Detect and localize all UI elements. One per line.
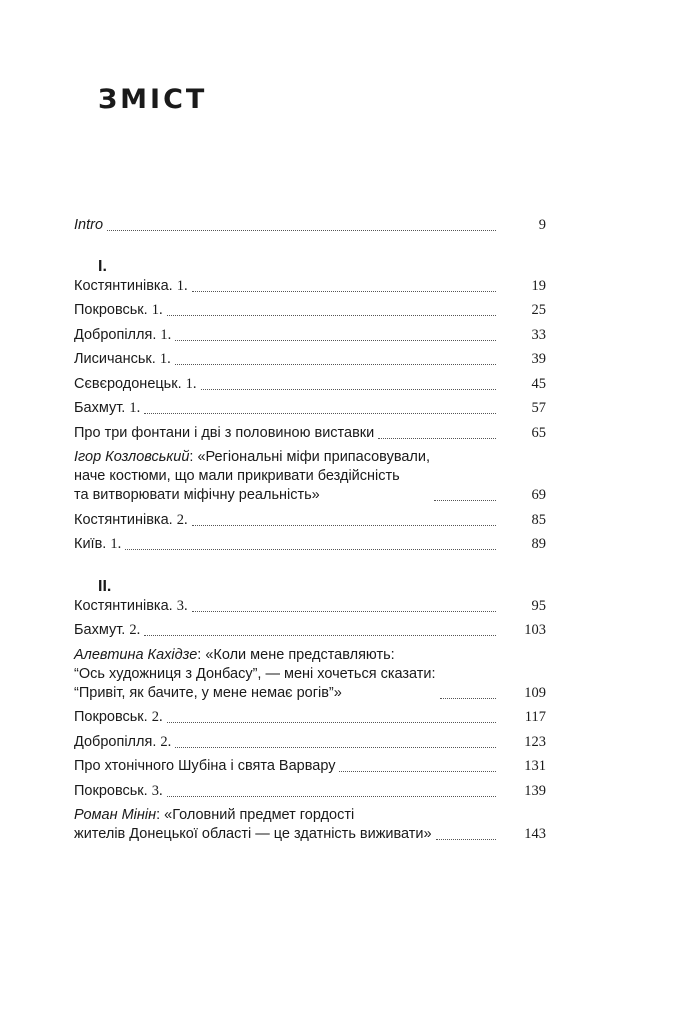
- page-number: 9: [538, 217, 546, 233]
- toc-entry-label: Добропілля. 2.: [74, 733, 172, 750]
- page-number: 39: [531, 351, 546, 367]
- page-number: 85: [531, 511, 546, 528]
- toc-entry[interactable]: [74, 782, 546, 801]
- toc-entry-label: Добропілля. 1.: [74, 326, 172, 343]
- section-heading-1: I.: [98, 257, 107, 275]
- page-number: 45: [531, 375, 546, 392]
- toc-entry-label: Київ. 1.: [74, 536, 122, 552]
- toc-entry-label: Костянтинівка. 2.: [74, 511, 188, 528]
- interview-author: Роман Мінін: [74, 807, 157, 823]
- toc-entry[interactable]: [74, 301, 546, 320]
- dot-leader: [192, 611, 496, 612]
- toc-entry-label: Костянтинівка. 3.: [74, 597, 188, 614]
- page-number: 95: [531, 597, 546, 614]
- page-number: 109: [524, 684, 546, 701]
- page-number: 57: [531, 400, 546, 416]
- toc-entry-label: Intro: [74, 217, 104, 233]
- toc-entry-label: Покровськ. 2.: [74, 709, 163, 725]
- toc-entry-label: Покровськ. 3.: [74, 782, 163, 799]
- dot-leader: [144, 413, 496, 414]
- toc-entry[interactable]: [74, 708, 546, 727]
- toc-entry[interactable]: [74, 757, 546, 776]
- dot-leader: [339, 771, 496, 772]
- dot-leader: [378, 438, 496, 439]
- toc-entry-intro[interactable]: [74, 216, 546, 235]
- toc-entry[interactable]: [74, 535, 546, 554]
- dot-leader: [436, 839, 496, 840]
- page-number: 19: [531, 277, 546, 294]
- page-number: 131: [524, 758, 546, 774]
- dot-leader: [440, 698, 496, 699]
- toc-entry[interactable]: [74, 375, 546, 394]
- toc-entry[interactable]: [74, 424, 546, 443]
- toc-entry-label: Лисичанськ. 1.: [74, 351, 171, 367]
- page-number: 25: [531, 302, 546, 318]
- toc-entry-label: Роман Мінін: «Головний предмет гордості жителів Донецької області — це здатність виживати»: [74, 807, 432, 842]
- page-number: 69: [531, 487, 546, 503]
- toc-entry-interview[interactable]: [74, 806, 546, 844]
- toc-entry-interview[interactable]: [74, 448, 546, 505]
- page-number: 33: [531, 326, 546, 343]
- toc-entry[interactable]: [74, 277, 546, 296]
- page-number: 89: [531, 536, 546, 552]
- toc-entry[interactable]: [74, 621, 546, 640]
- toc-entry[interactable]: [74, 597, 546, 616]
- dot-leader: [175, 340, 496, 341]
- toc-entry[interactable]: [74, 399, 546, 418]
- toc-entry-label: Сєвєродонецьк. 1.: [74, 375, 197, 392]
- interview-author: Алевтина Кахідзе: [74, 646, 198, 663]
- dot-leader: [201, 389, 496, 390]
- dot-leader: [167, 796, 496, 797]
- page-number: 103: [524, 622, 546, 638]
- table-of-contents: [74, 216, 546, 850]
- toc-entry-label: Про хтонічного Шубіна і свята Варвару: [74, 758, 336, 774]
- toc-entry-label: Про три фонтани і дві з половиною виставки: [74, 424, 375, 441]
- page-number: 117: [524, 709, 546, 725]
- dot-leader: [434, 500, 496, 501]
- toc-entry-label: Бахмут. 2.: [74, 622, 141, 638]
- page-title: ЗМІСТ: [98, 84, 208, 115]
- page-number: 65: [531, 424, 546, 441]
- interview-author: Ігор Козловський: [74, 449, 190, 465]
- dot-leader: [167, 315, 496, 316]
- toc-entry-interview[interactable]: [74, 646, 546, 703]
- dot-leader: [144, 635, 496, 636]
- dot-leader: [175, 364, 496, 365]
- dot-leader: [107, 230, 496, 231]
- dot-leader: [192, 525, 496, 526]
- toc-entry[interactable]: [74, 511, 546, 530]
- toc-entry[interactable]: [74, 350, 546, 369]
- toc-entry-label: Костянтинівка. 1.: [74, 277, 188, 294]
- dot-leader: [175, 747, 496, 748]
- section-heading-2: II.: [98, 577, 112, 595]
- dot-leader: [125, 549, 496, 550]
- toc-entry[interactable]: [74, 733, 546, 752]
- page-number: 143: [524, 826, 546, 842]
- page-number: 139: [524, 782, 546, 799]
- toc-entry-label: Алевтина Кахідзе: «Коли мене представляють: “Ось художниця з Донбасу”, — мені хочеться сказати: “Привіт, як бачите, у мене немає рогів”»: [74, 646, 436, 701]
- dot-leader: [167, 722, 496, 723]
- toc-entry-label: Покровськ. 1.: [74, 302, 163, 318]
- toc-entry-label: Ігор Козловський: «Регіональні міфи припасовували, наче костюми, що мали прикривати бездійсність та витворювати міфічну реальність»: [74, 449, 431, 503]
- page-number: 123: [524, 733, 546, 750]
- toc-entry[interactable]: [74, 326, 546, 345]
- toc-entry-label: Бахмут. 1.: [74, 400, 141, 416]
- dot-leader: [192, 291, 496, 292]
